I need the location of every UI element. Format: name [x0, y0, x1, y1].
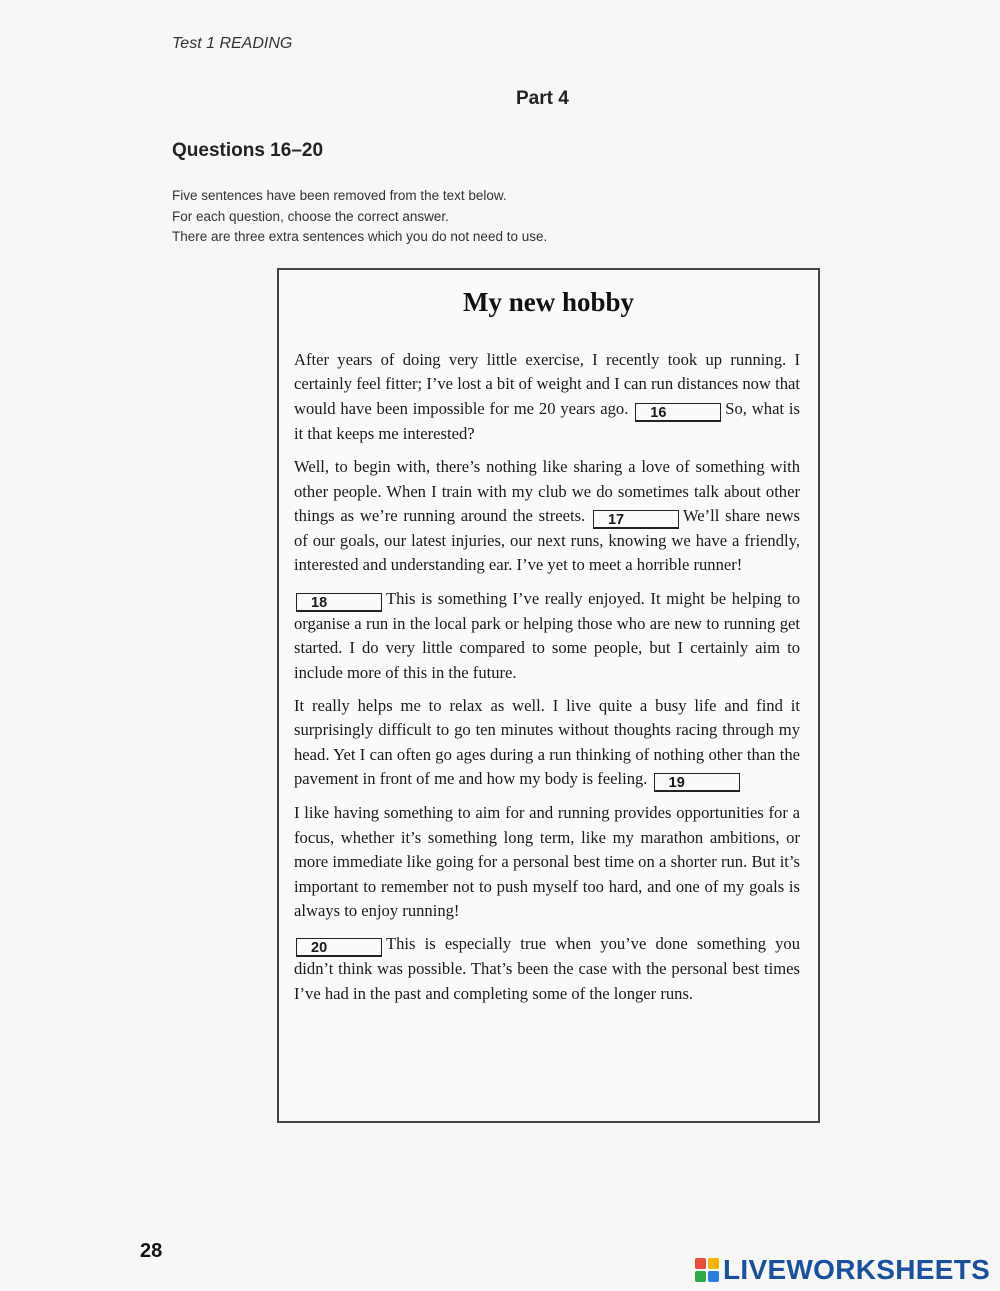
answer-gap-19[interactable]: 19	[654, 773, 740, 792]
answer-gap-18[interactable]: 18	[296, 593, 382, 612]
logo-square	[708, 1271, 719, 1282]
logo-square	[695, 1271, 706, 1282]
answer-gap-17[interactable]: 17	[593, 510, 679, 529]
paragraph-5: I like having something to aim for and running provides opportunities for a focus, whether it’s something long term, like my marathon ambitions, or more immediate like going for a personal best time on a shorter run. But it’s important to remember not to push myself too hard, and one of my goals is always to enjoy running!	[294, 803, 800, 920]
logo-square	[695, 1258, 706, 1269]
paragraph-4: It really helps me to relax as well. I live quite a busy life and find it surprisingly difficult to go ten minutes without thoughts racing through my head. Yet I can often go ages during a run thinking of nothing other than the pavement in front of me and how my body is feeling. 19	[294, 696, 800, 792]
liveworksheets-logo[interactable]	[695, 1254, 990, 1286]
logo-text: LIVEWORKSHEETS	[723, 1254, 991, 1285]
page-number: 28	[140, 1240, 163, 1262]
running-head: Test 1 READING	[172, 35, 293, 52]
passage	[294, 348, 800, 1015]
instruction-line: Five sentences have been removed from the text below.	[172, 188, 507, 203]
answer-gap-16[interactable]: 16	[635, 403, 721, 422]
instruction-line: There are three extra sentences which you do not need to use.	[172, 229, 548, 244]
part-title: Part 4	[516, 88, 569, 109]
answer-gap-20[interactable]: 20	[296, 938, 382, 957]
instructions	[172, 186, 772, 248]
paragraph-1: After years of doing very little exercise, I recently took up running. I certainly feel fitter; I’ve lost a bit of weight and I can run distances now that would have been impossible for me 20 years ago. 16 So, what is it that keeps me interested?	[294, 350, 800, 443]
paragraph-2: Well, to begin with, there’s nothing like sharing a love of something with other people. When I train with my club we do sometimes talk about other things as we’re running around the streets. 17 We’ll share news of our goals, our latest injuries, our next runs, knowing we have a friendly, interested and understanding ear. I’ve yet to meet a horrible runner!	[294, 457, 801, 575]
reading-text-box	[277, 268, 820, 1123]
logo-square	[708, 1258, 719, 1269]
logo-grid-icon	[695, 1258, 719, 1282]
instruction-line: For each question, choose the correct answer.	[172, 208, 449, 224]
text-title: My new hobby	[462, 287, 635, 317]
questions-title: Questions 16–20	[172, 140, 324, 161]
paragraph-6: 20 This is especially true when you’ve done something you didn’t think was possible. That’s been the case with the personal best times I’ve had in the past and completing some of the longer runs.	[294, 934, 800, 1003]
paragraph-3: 18 This is something I’ve really enjoyed. It might be helping to organise a run in the local park or helping those who are new to running get started. I do very little compared to some people, but I certainly aim to include more of this in the future.	[294, 588, 800, 682]
